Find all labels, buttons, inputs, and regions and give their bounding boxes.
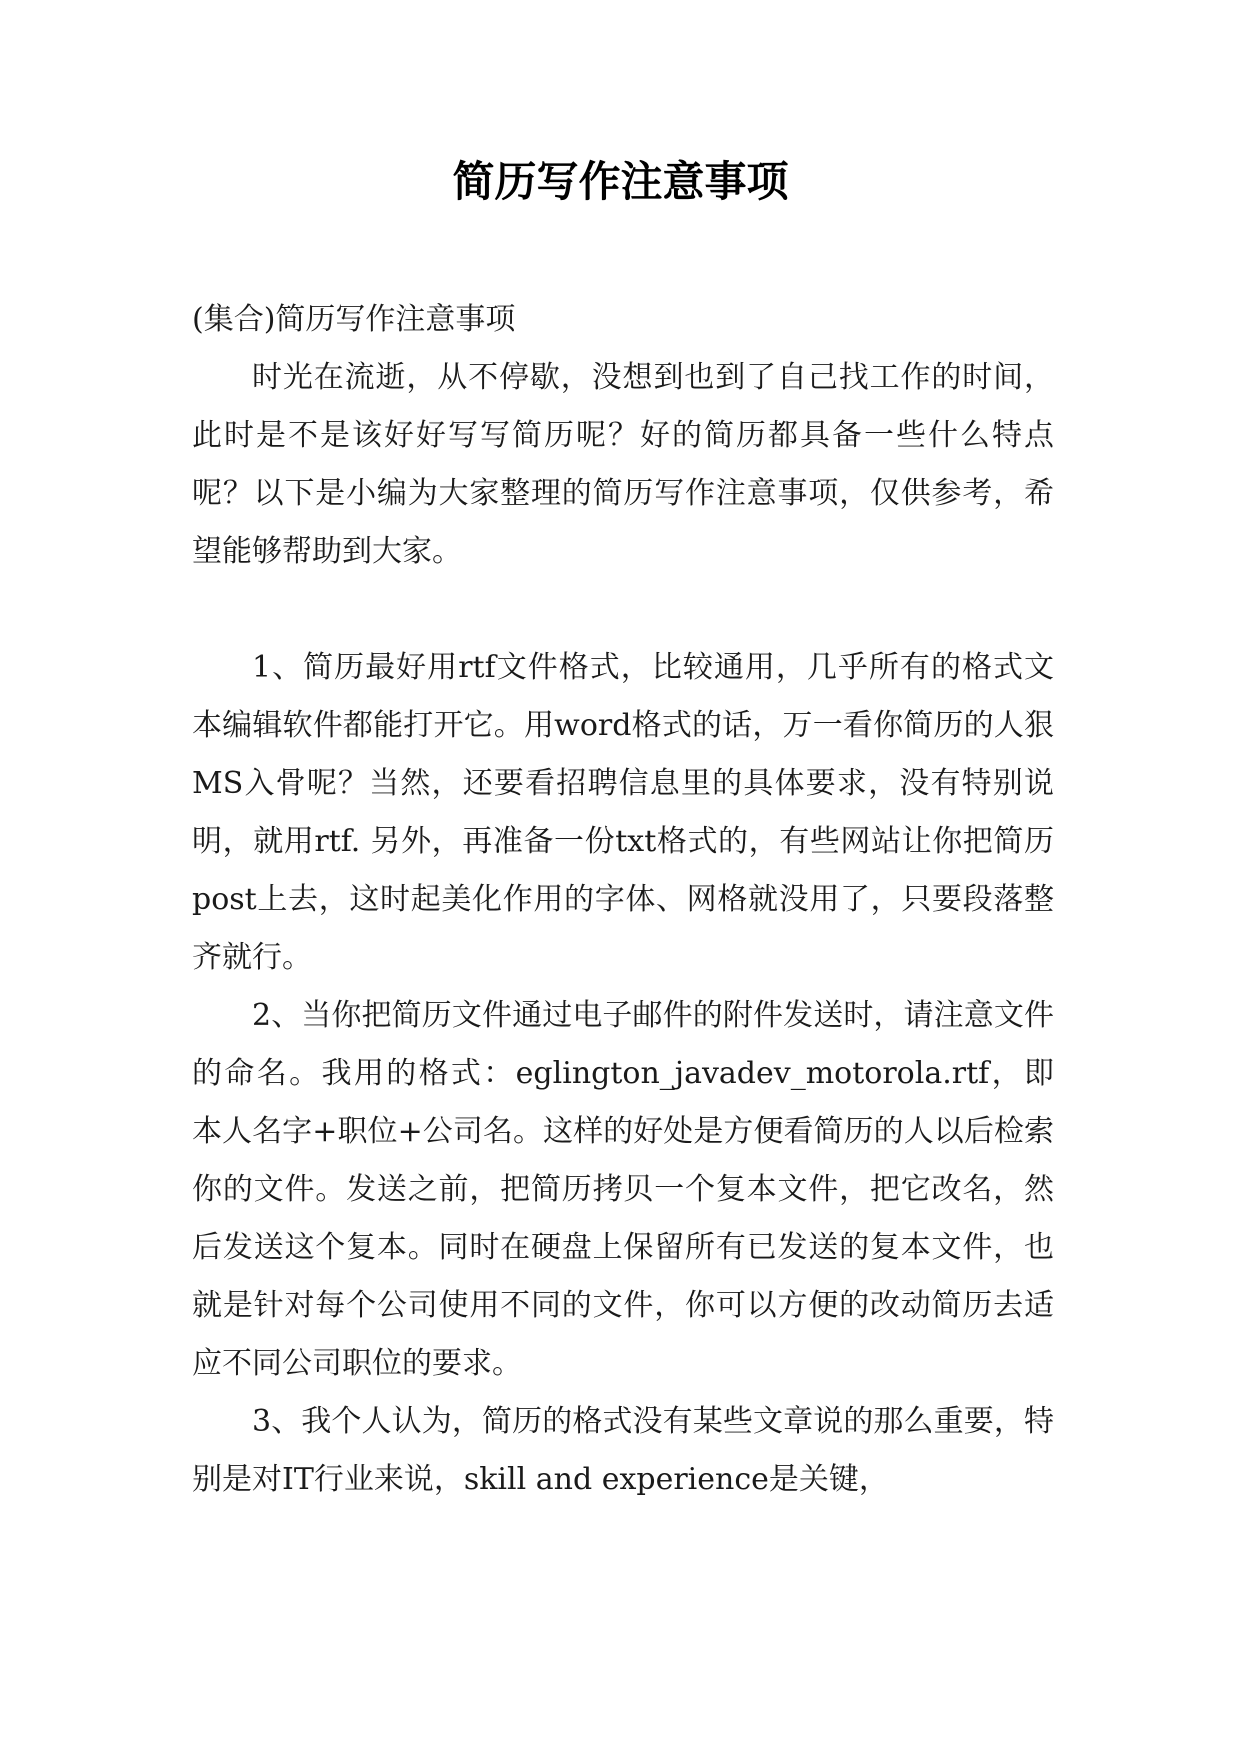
paragraph-spacer	[192, 581, 1054, 639]
document-title: 简历写作注意事项	[452, 157, 789, 206]
document-subtitle: (集合)简历写作注意事项	[192, 302, 516, 337]
tip-paragraph-2: 2、当你把简历文件通过电子邮件的附件发送时，请注意文件的命名。我用的格式：eglington_javadev_motorola.rtf，即本人名字+职位+公司名。这样的好处是方便看简历的人以后检索你的文件。发送之前，把简历拷贝一个复本文件，把它改名，然后发送这个复本。同时在硬盘上保留所有已发送的复本文件，也就是针对每个公司使用不同的文件，你可以方便的改动简历去适应不同公司职位的要求。	[192, 998, 1054, 1381]
document-body	[192, 291, 1054, 1509]
tip-paragraph-1: 1、简历最好用rtf文件格式，比较通用，几乎所有的格式文本编辑软件都能打开它。用word格式的话，万一看你简历的人狠MS入骨呢？当然，还要看招聘信息里的具体要求，没有特别说明，就用rtf. 另外，再准备一份txt格式的，有些网站让你把简历post上去，这时起美化作用的字体、网格就没用了，只要段落整齐就行。	[192, 650, 1054, 975]
tip-paragraph-3: 3、我个人认为，简历的格式没有某些文章说的那么重要，特别是对IT行业来说，skill and experience是关键，	[192, 1404, 1054, 1497]
intro-paragraph: 时光在流逝，从不停歇，没想到也到了自己找工作的时间，此时是不是该好好写写简历呢？好的简历都具备一些什么特点呢？以下是小编为大家整理的简历写作注意事项，仅供参考，希望能够帮助到大家。	[192, 360, 1054, 569]
